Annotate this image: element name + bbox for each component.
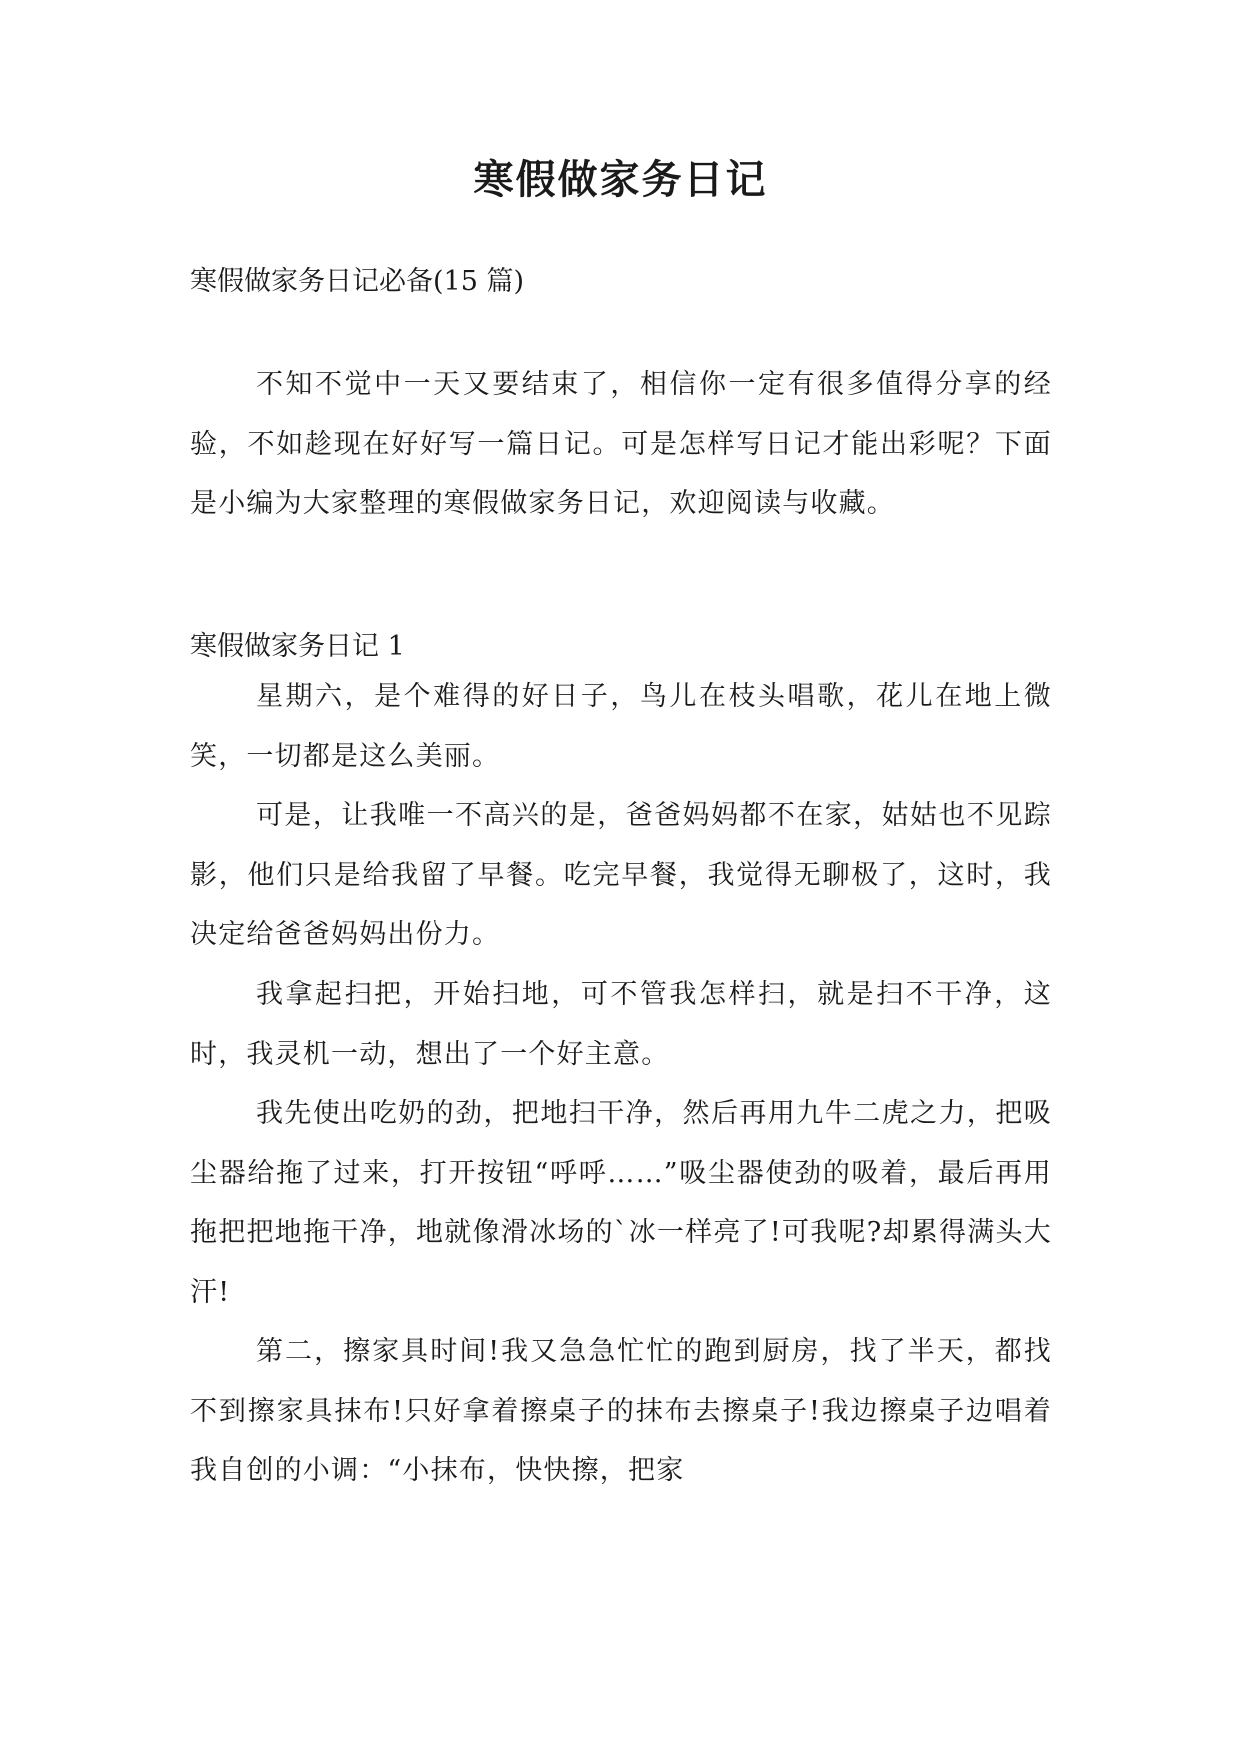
paragraph-5: 第二，擦家具时间!我又急急忙忙的跑到厨房，找了半天，都找不到擦家具抹布!只好拿着擦桌子的抹布去擦桌子!我边擦桌子边唱着我自创的小调：“小抹布，快快擦，把家 [190, 1336, 1052, 1486]
section-heading: 寒假做家务日记 1 [190, 631, 405, 662]
intro-paragraph: 不知不觉中一天又要结束了，相信你一定有很多值得分享的经验，不如趁现在好好写一篇日记。可是怎样写日记才能出彩呢？下面是小编为大家整理的寒假做家务日记，欢迎阅读与收藏。 [190, 369, 1052, 519]
document-subtitle: 寒假做家务日记必备(15 篇) [190, 266, 525, 297]
document-title: 寒假做家务日记 [473, 157, 768, 203]
paragraph-4: 我先使出吃奶的劲，把地扫干净，然后再用九牛二虎之力，把吸尘器给拖了过来，打开按钮“呼呼……”吸尘器使劲的吸着，最后再用拖把把地拖干净，地就像滑冰场的`冰一样亮了!可我呢?却累得满头大汗! [190, 1098, 1052, 1308]
paragraph-2: 可是，让我唯一不高兴的是，爸爸妈妈都不在家，姑姑也不见踪影，他们只是给我留了早餐。吃完早餐，我觉得无聊极了，这时，我决定给爸爸妈妈出份力。 [190, 800, 1052, 950]
paragraph-3: 我拿起扫把，开始扫地，可不管我怎样扫，就是扫不干净，这时，我灵机一动，想出了一个好主意。 [190, 979, 1052, 1070]
paragraph-1: 星期六，是个难得的好日子，鸟儿在枝头唱歌，花儿在地上微笑，一切都是这么美丽。 [190, 681, 1052, 772]
